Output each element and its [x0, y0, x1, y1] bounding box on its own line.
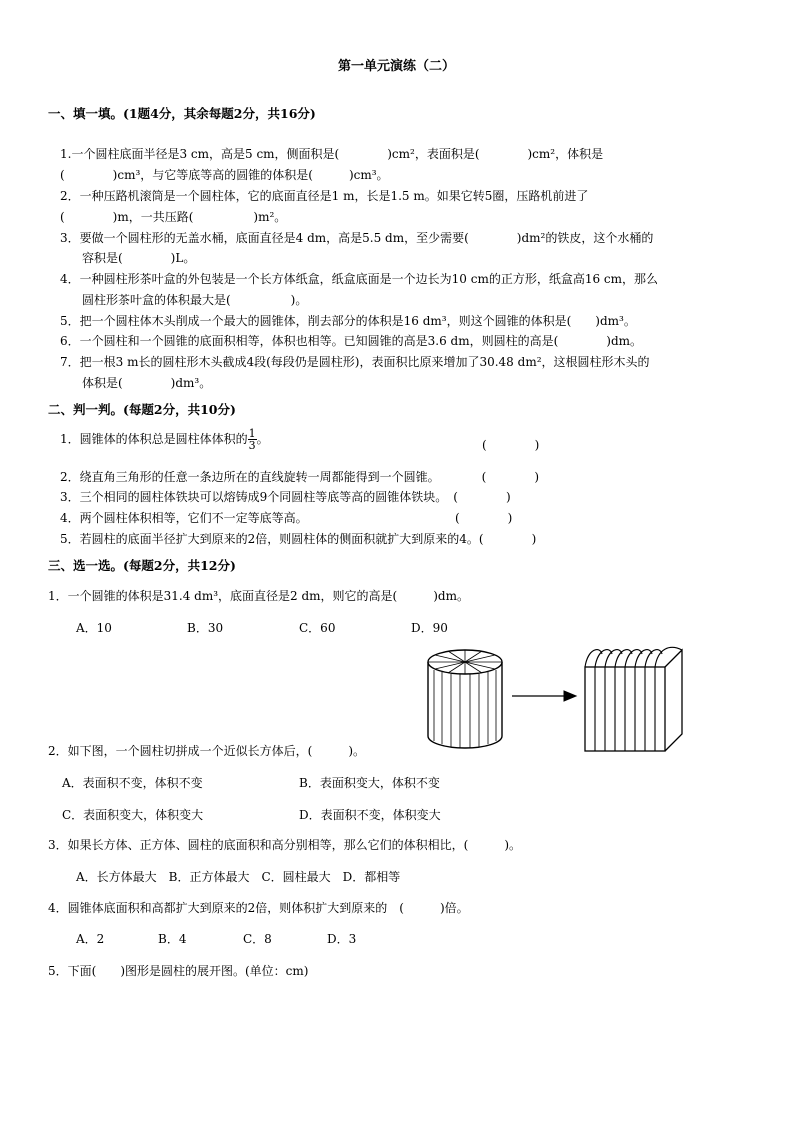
- cylinder-to-cuboid-figure: [420, 640, 740, 760]
- s1-q2-line1: 2．一种压路机滚筒是一个圆柱体，它的底面直径是1 m，长是1.5 m。如果它转5圈，压路机前进了: [60, 189, 589, 203]
- s2-q1-answer-paren: ( ): [482, 438, 540, 452]
- s2-q3: 3．三个相同的圆柱体铁块可以熔铸成9个同圆柱等底等高的圆锥体铁块。 ( ): [60, 490, 511, 504]
- s3-q4-option-c: C．8: [243, 932, 272, 946]
- s2-q4-answer-paren: ( ): [455, 511, 513, 525]
- section2-heading: 二、判一判。(每题2分，共10分): [48, 402, 236, 417]
- s3-q3-options: A．长方体最大 B．正方体最大 C．圆柱最大 D．都相等: [76, 870, 401, 884]
- s3-q3: 3．如果长方体、正方体、圆柱的底面积和高分别相等，那么它们的体积相比，( )。: [48, 838, 522, 852]
- cuboid-icon: [585, 647, 682, 751]
- s3-q2-option-a: A．表面积不变，体积不变: [62, 776, 203, 790]
- s1-q1-line1: 1.一个圆柱底面半径是3 cm，高是5 cm，侧面积是( )cm²，表面积是( )cm²，体积是: [60, 147, 604, 161]
- s3-q2-option-d: D．表面积不变，体积变大: [299, 808, 441, 822]
- s3-q4-option-d: D．3: [327, 932, 357, 946]
- right-arrow-icon: [512, 691, 576, 701]
- s2-q4: 4．两个圆柱体积相等，它们不一定等底等高。: [60, 511, 308, 525]
- s3-q1-option-c: C．60: [299, 621, 336, 635]
- s1-q4-line2: 圆柱形茶叶盒的体积最大是( )。: [82, 293, 308, 307]
- s3-q1-option-a: A．10: [76, 621, 112, 635]
- s3-q2: 2．如下图，一个圆柱切拼成一个近似长方体后，( )。: [48, 744, 366, 758]
- s3-q2-option-b: B．表面积变大，体积不变: [299, 776, 440, 790]
- section3-heading: 三、选一选。(每题2分，共12分): [48, 558, 236, 573]
- s3-q4-option-a: A．2: [76, 932, 105, 946]
- s3-q5: 5．下面( )图形是圆柱的展开图。(单位：cm): [48, 964, 309, 978]
- s2-q1-text: 1．圆锥体的体积总是圆柱体体积的: [60, 432, 248, 446]
- s3-q4: 4．圆锥体底面积和高都扩大到原来的2倍，则体积扩大到原来的 ( )倍。: [48, 901, 469, 915]
- s1-q6: 6．一个圆柱和一个圆锥的底面积相等，体积也相等。已知圆锥的高是3.6 dm，则圆柱的高是( )dm。: [60, 334, 643, 348]
- fraction-one-third: $\frac{1}{3}$: [248, 427, 256, 452]
- s1-q5: 5．把一个圆柱体木头削成一个最大的圆锥体，削去部分的体积是16 dm³，则这个圆锥的体积是( )dm³。: [60, 314, 636, 328]
- s1-q3-line1: 3．要做一个圆柱形的无盖水桶，底面直径是4 dm，高是5.5 dm，至少需要( )dm²的铁皮，这个水桶的: [60, 231, 654, 245]
- s1-q2-line2: ( )m，一共压路( )m²。: [60, 210, 287, 224]
- s1-q1-line2: ( )cm³，与它等底等高的圆锥的体积是( )cm³。: [60, 168, 389, 182]
- s2-q5: 5．若圆柱的底面半径扩大到原来的2倍，则圆柱体的侧面积就扩大到原来的4。( ): [60, 532, 537, 546]
- cylinder-icon: [428, 650, 502, 748]
- s2-q2: 2．绕直角三角形的任意一条边所在的直线旋转一周都能得到一个圆锥。 ( ): [60, 470, 540, 484]
- s3-q4-option-b: B．4: [158, 932, 187, 946]
- page-title: 第一单元演练（二）: [338, 59, 456, 74]
- s1-q3-line2: 容积是( )L。: [82, 251, 196, 265]
- s3-q1: 1．一个圆锥的体积是31.4 dm³，底面直径是2 dm，则它的高是( )dm。: [48, 589, 469, 603]
- s2-q1: 1．圆锥体的体积总是圆柱体体积的 $\frac{1}{3}$ 。: [60, 427, 269, 452]
- section1-heading: 一、填一填。(1题4分，其余每题2分，共16分): [48, 106, 316, 121]
- s3-q1-option-d: D．90: [411, 621, 448, 635]
- s1-q4-line1: 4．一种圆柱形茶叶盒的外包装是一个长方体纸盒，纸盒底面是一个边长为10 cm的正方形，纸盒高16 cm，那么: [60, 272, 659, 286]
- s1-q7-line1: 7．把一根3 m长的圆柱形木头截成4段(每段仍是圆柱形)，表面积比原来增加了30.48 dm²，这根圆柱形木头的: [60, 355, 650, 369]
- s3-q1-option-b: B．30: [187, 621, 224, 635]
- s1-q7-line2: 体积是( )dm³。: [82, 376, 212, 390]
- s3-q2-option-c: C．表面积变大，体积变大: [62, 808, 204, 822]
